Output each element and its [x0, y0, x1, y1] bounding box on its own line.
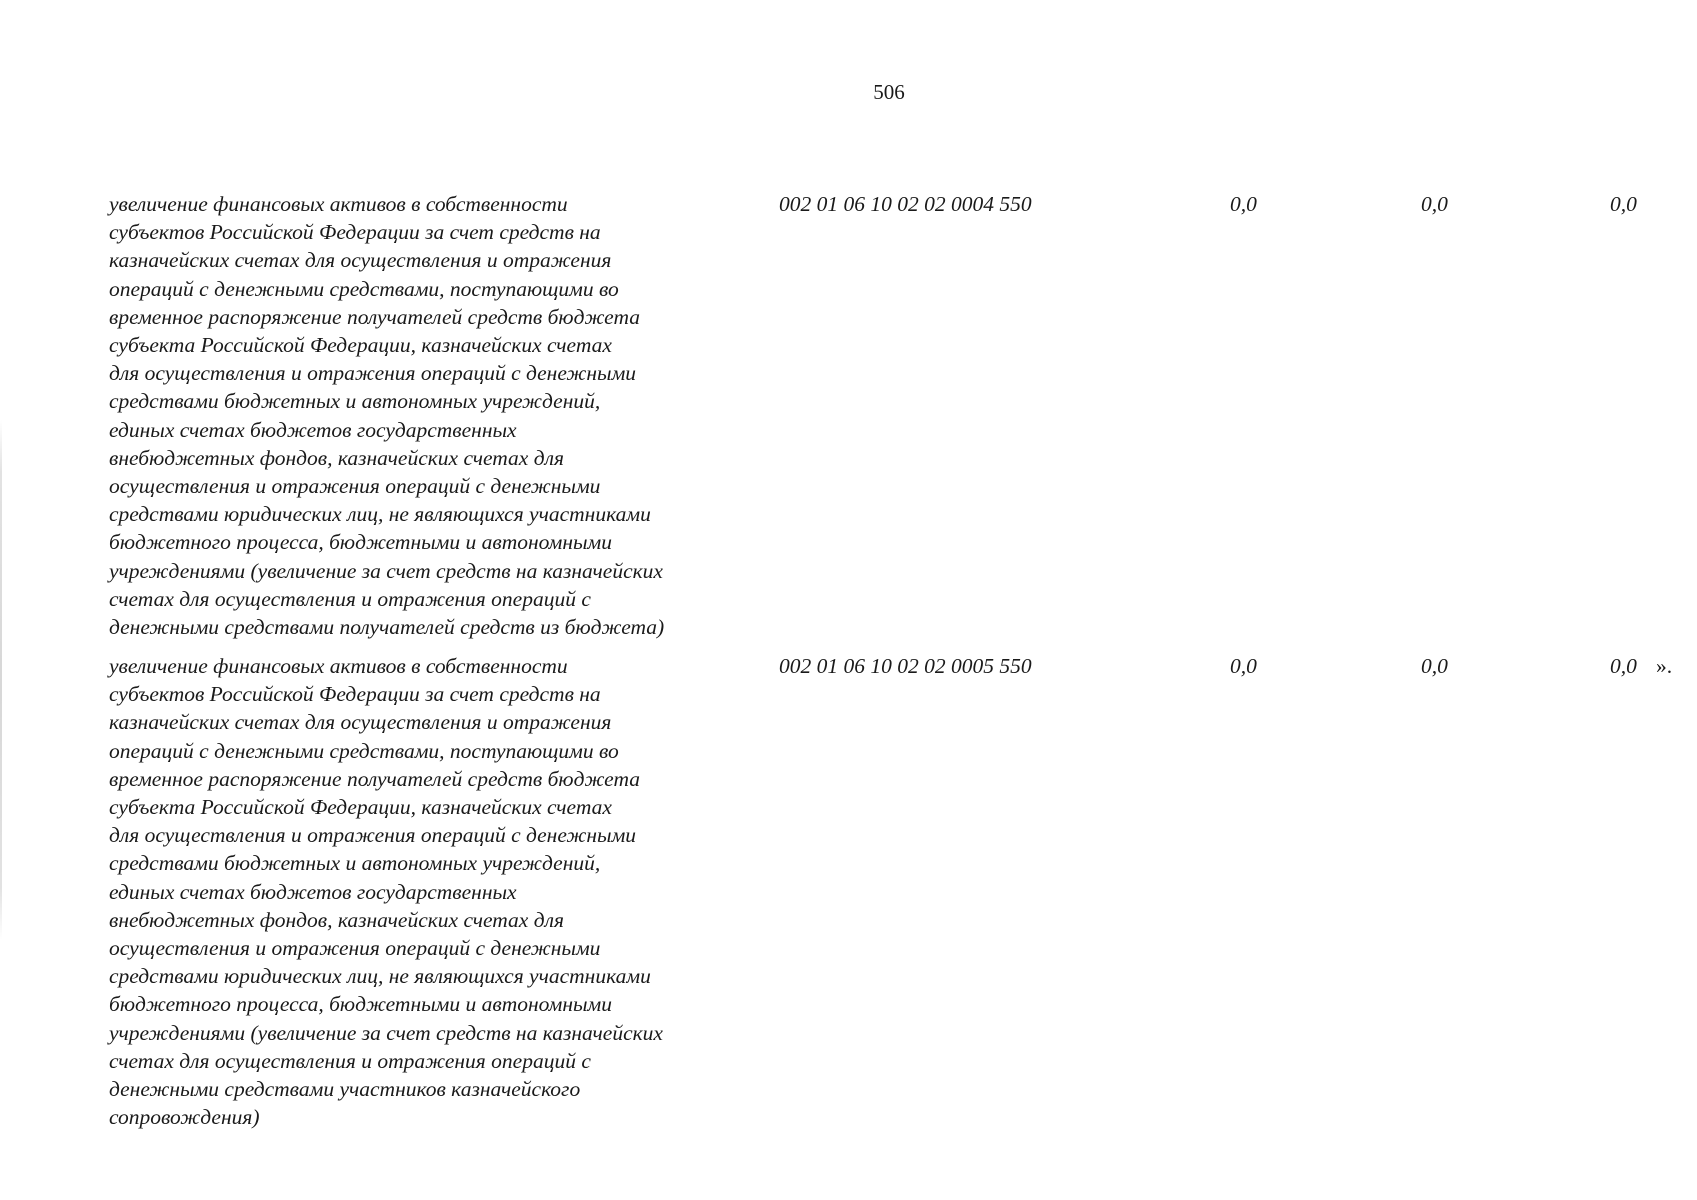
amount-year-2: 0,0 — [1421, 192, 1448, 216]
description-line: осуществления и отражения операций с денежными — [109, 936, 601, 961]
description-line: средствами бюджетных и автономных учреждений, — [109, 851, 601, 876]
description-line: внебюджетных фондов, казначейских счетах для — [109, 907, 564, 932]
description-line: денежными средствами получателей средств из бюджета) — [109, 615, 665, 640]
scan-margin-shadow — [0, 420, 2, 940]
description-line: субъекта Российской Федерации, казначейских счетах — [109, 795, 612, 820]
closing-quote: ». — [1656, 654, 1673, 678]
row-description — [109, 190, 769, 641]
description-line: единых счетах бюджетов государственных — [109, 417, 517, 442]
description-line: увеличение финансовых активов в собственности — [109, 654, 568, 678]
description-line: осуществления и отражения операций с денежными — [109, 474, 601, 499]
row-description — [109, 652, 769, 1131]
amount-year-3: 0,0 — [1610, 192, 1637, 216]
description-line: счетах для осуществления и отражения операций с — [109, 586, 591, 611]
description-line: временное распоряжение получателей средств бюджета — [109, 766, 640, 791]
description-line: средствами юридических лиц, не являющихся участниками — [109, 502, 651, 527]
description-line: для осуществления и отражения операций с денежными — [109, 823, 637, 848]
description-line: казначейских счетах для осуществления и отражения — [109, 248, 612, 273]
description-line: внебюджетных фондов, казначейских счетах для — [109, 445, 564, 470]
description-line: казначейских счетах для осуществления и отражения — [109, 710, 612, 735]
description-line: операций с денежными средствами, поступающими во — [109, 276, 619, 301]
description-line: субъектов Российской Федерации за счет средств на — [109, 682, 601, 707]
description-line: бюджетного процесса, бюджетными и автономными — [109, 992, 613, 1017]
amount-year-1: 0,0 — [1230, 192, 1257, 216]
description-line: учреждениями (увеличение за счет средств на казначейских — [109, 1020, 663, 1045]
description-line: увеличение финансовых активов в собственности — [109, 192, 568, 216]
description-line: средствами бюджетных и автономных учреждений, — [109, 389, 601, 414]
amount-year-3: 0,0 — [1610, 654, 1637, 678]
description-line: временное распоряжение получателей средств бюджета — [109, 304, 640, 329]
description-line: средствами юридических лиц, не являющихся участниками — [109, 964, 651, 989]
budget-classification-code: 002 01 06 10 02 02 0005 550 — [779, 654, 1032, 678]
description-line: для осуществления и отражения операций с денежными — [109, 361, 637, 386]
description-line: субъектов Российской Федерации за счет средств на — [109, 220, 601, 245]
description-line: учреждениями (увеличение за счет средств на казначейских — [109, 558, 663, 583]
description-line: бюджетного процесса, бюджетными и автономными — [109, 530, 613, 555]
description-line: субъекта Российской Федерации, казначейских счетах — [109, 333, 612, 358]
description-line: денежными средствами участников казначейского — [109, 1077, 581, 1102]
amount-year-2: 0,0 — [1421, 654, 1448, 678]
page-number: 506 — [873, 80, 905, 104]
description-line: единых счетах бюджетов государственных — [109, 879, 517, 904]
budget-classification-code: 002 01 06 10 02 02 0004 550 — [779, 192, 1032, 216]
description-line: операций с денежными средствами, поступающими во — [109, 738, 619, 763]
description-line: счетах для осуществления и отражения операций с — [109, 1048, 591, 1073]
amount-year-1: 0,0 — [1230, 654, 1257, 678]
description-line: сопровождения) — [109, 1105, 260, 1130]
